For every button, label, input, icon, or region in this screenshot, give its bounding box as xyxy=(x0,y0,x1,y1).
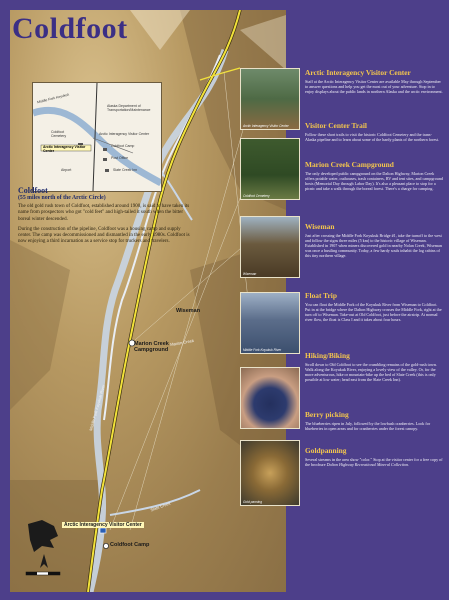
photo-gold-panning xyxy=(240,440,300,506)
section-title-berries: Berry picking xyxy=(305,410,349,419)
inset-callout-label: Arctic Interagency Visitor Center xyxy=(43,145,86,153)
visitor-center-marker xyxy=(100,528,106,533)
intro-paragraph: The old gold rush town of Coldfoot, established around 1900, is said to have taken its name from prospectors who got "cold feet" and high-tailed it south when the bitter boreal winter descended. xyxy=(18,204,190,222)
section-title-campground: Marion Creek Campground xyxy=(305,160,394,169)
inset-label-visitor-center: Arctic Interagency Visitor Center xyxy=(99,132,150,136)
goldpanning-text: Several streams in the area show "color." Stop at the visitor center for a free copy of the brochure xyxy=(305,457,443,468)
inset-label-cemetery: Coldfoot Cemetery xyxy=(51,130,67,138)
section-body-visitor-center: Staff at the Arctic Interagency Visitor Center are available May through September to answer questions and help you get the most out of your adventure. Stop in to enjoy displays about the public lands in northern Alaska and the arctic environment. xyxy=(305,79,443,95)
intro-subtitle: (55 miles north of the Arctic Circle) xyxy=(18,195,106,201)
inset-building xyxy=(103,148,107,151)
map-label-campground: Marion Creek Campground xyxy=(134,341,169,354)
section-body-campground: The only developed public campground on the Dalton Highway, Marion Creek offers potable water, outhouses, trash containers, RV and tent sites, and campground hosts (Memorial Day through Labor Day). It's also a pleasant place to stop for a picnic and take a walk through the boreal forest. There's a charge for camping. xyxy=(305,171,443,192)
scale-bar-segment xyxy=(48,572,60,575)
photo-caption: Coldfoot Cemetery xyxy=(243,194,270,198)
map-label-visitor-center: Arctic Interagency Visitor Center xyxy=(64,522,142,528)
slate-creek xyxy=(110,490,200,515)
inset-label-slate-creek-inn: Slate Creek Inn xyxy=(113,168,138,172)
inset-building xyxy=(105,169,109,172)
inset-label-river: Middle Fork Koyukuk xyxy=(36,92,70,105)
section-body-wiseman: Just after crossing the Middle Fork Koyukuk Bridge #1, take the turnoff to the west and follow the signs three miles (5 km) to the historic village of Wiseman. Established in 1907 when miners discovered gold in nearby Nolan Creek, Wiseman was once a bustling community. Today, a few hardy souls inhabit the log cabins of this tiny northern village. xyxy=(305,233,442,259)
ridge-shade xyxy=(10,240,70,410)
intro-paragraph: During the construction of the pipeline, Coldfoot was a housing camp and supply center. The camp was decommissioned and dismantled in the early 1980s. Coldfoot is now enjoying a third incarnation as a service stop for truckers and travelers. xyxy=(18,226,190,245)
map-label-river: Middle Fork Koyukuk River xyxy=(88,384,106,432)
section-body-trail: Follow these short trails to visit the historic Coldfoot Cemetery and the trans-Alaska pipeline and to learn about some of the hardy plants of the northern forest. xyxy=(305,132,440,143)
brochure-title: Dalton Highway Recreational Mineral Collection. xyxy=(326,462,410,468)
section-title-wiseman: Wiseman xyxy=(305,222,335,231)
intro-text xyxy=(18,186,190,250)
scale-bar-segment xyxy=(26,572,37,575)
section-body-hiking: Stroll down to Old Coldfoot to see the crumbling remains of the gold-rush town. Walk along the Koyukuk River, enjoying a lovely view of the valley. Or, for the more adventurous, hike or mountain-bike up the bed of Slate Creek (this is only possible at low water; head east from the Slate Creek Inn). xyxy=(305,362,437,383)
snow-patch xyxy=(130,10,190,50)
map-label-slate-creek: Slate Creek xyxy=(149,500,172,513)
camp-marker xyxy=(103,543,108,548)
photo-caption: Middle Fork Koyukuk River xyxy=(243,348,282,352)
section-body-berries: The blueberries ripen in July, followed by the lowbush cranberries. Look for blueberries in open areas and for cranberries under the forest canopy. xyxy=(305,421,431,432)
section-title-hiking: Hiking/Biking xyxy=(305,351,350,360)
photo-river xyxy=(240,292,300,354)
inset-label-airport: Airport xyxy=(61,168,72,172)
section-title-float: Float Trip xyxy=(305,291,337,300)
map-label-marion-creek: Marion Creek xyxy=(169,337,195,348)
photo-wiseman xyxy=(240,216,300,278)
compass-and-locator xyxy=(24,518,64,582)
inset-map xyxy=(32,82,162,192)
north-arrow-icon xyxy=(40,554,48,568)
section-body-float: You can float the Middle Fork of the Koyukuk River from Wiseman to Coldfoot. Put in at the bridge where the Dalton Highway crosses the Middle Fork, right at the turn off to Wiseman. Take-out at Old Coldfoot, just before the airstrip. At normal river flow, the float is Class I and it takes about four hours. xyxy=(305,302,442,323)
intro-title: Coldfoot xyxy=(18,186,48,195)
photo-caption: Arctic Interagency Visitor Center xyxy=(243,124,289,128)
section-title-trail: Visitor Center Trail xyxy=(305,121,367,130)
section-body-goldpanning xyxy=(305,457,443,467)
map-label-wiseman: Wiseman xyxy=(176,308,201,314)
inset-label-camp: Coldfoot Camp xyxy=(111,144,135,148)
compass-icon xyxy=(24,518,64,582)
photo-berries xyxy=(240,367,300,429)
map-label-coldfoot-camp: Coldfoot Camp xyxy=(110,542,150,548)
photo-visitor-center xyxy=(240,68,300,130)
inset-label-post-office: Post Office xyxy=(111,156,129,160)
photo-cemetery xyxy=(240,138,300,200)
page-title: Coldfoot xyxy=(12,12,128,45)
inset-label-dot: Alaska Department of Transportation/Maintenance xyxy=(107,104,151,112)
photo-caption: Wiseman xyxy=(243,272,257,276)
section-title-goldpanning: Goldpanning xyxy=(305,446,347,455)
alaska-outline xyxy=(28,520,58,552)
section-title-visitor-center: Arctic Interagency Visitor Center xyxy=(305,68,411,77)
inset-building xyxy=(103,158,107,161)
photo-caption: Gold panning xyxy=(243,500,262,504)
